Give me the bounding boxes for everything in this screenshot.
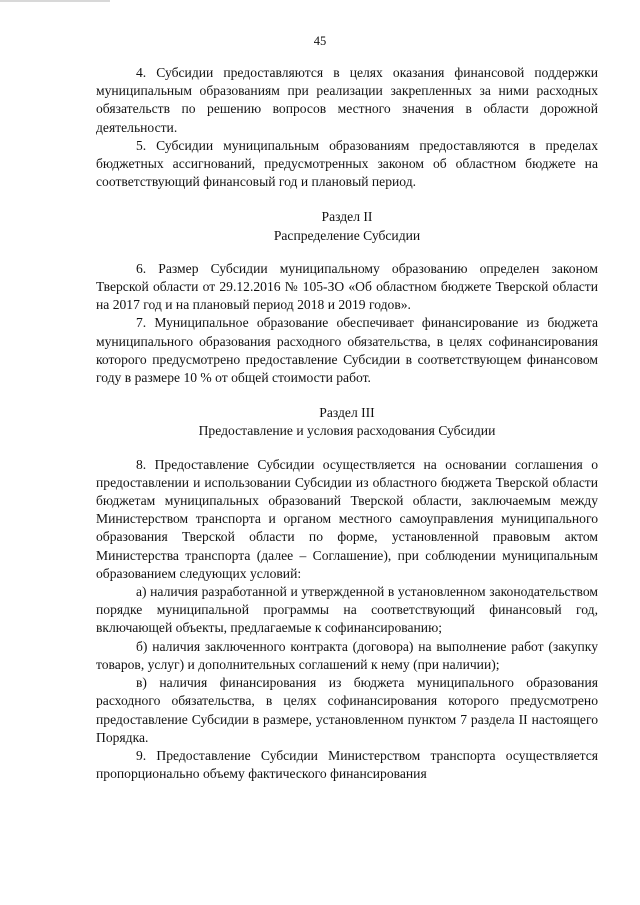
document-body: [96, 64, 598, 783]
paragraph-8: 8. Предоставление Субсидии осуществляется на основании соглашения о предоставлении и использовании Субсидии из областного бюджета Тверской области бюджетам муниципальных образований Тверской области, заключаемым между Министерством транспорта и органом местного самоуправления муниципального образования Тверской области по форме, установленной правовым актом Министерства транспорта (далее – Соглашение), при соблюдении муниципальным образованием следующих условий:: [96, 456, 598, 581]
paragraph-7: 7. Муниципальное образование обеспечивает финансирование из бюджета муниципального образования расходного обязательства, в целях софинансирования которого предусмотрено предоставление Субсидии в соответствующем финансовом году в размере 10 % от общей стоимости работ.: [96, 315, 598, 386]
paragraph-6: 6. Размер Субсидии муниципальному образованию определен законом Тверской области от 29.12.2016 № 105-ЗО «Об областном бюджете Тверской области на 2017 год и на плановый период 2018 и 2019 годов».: [96, 260, 598, 313]
section-2-subtitle: Распределение Субсидии: [273, 227, 421, 243]
subitem-a: а) наличия разработанной и утвержденной в установленном законодательством порядке муниципальной программы на соответствующий финансовый год, включающей объекты, предлагаемые к софинансированию;: [96, 584, 598, 636]
section-3-heading: [96, 404, 598, 440]
section-2-title: Раздел II: [321, 209, 373, 225]
paragraph-4: 4. Субсидии предоставляются в целях оказания финансовой поддержки муниципальным образованиям при реализации закрепленных за ними расходных обязательств по решению вопросов местного значения в области дорожной деятельности.: [96, 65, 598, 135]
page-number: 45: [313, 34, 327, 48]
section-2-heading: [96, 208, 598, 244]
scan-edge-line: [0, 0, 110, 2]
paragraph-9: 9. Предоставление Субсидии Министерством транспорта осуществляется пропорционально объему фактического финансирования: [96, 747, 598, 782]
paragraph-5: 5. Субсидии муниципальным образованиям предоставляются в пределах бюджетных ассигнований, предусмотренных законом об областном бюджете на соответствующий финансовый год и плановый период.: [96, 137, 598, 190]
section-3-title: Раздел III: [319, 405, 375, 421]
subitem-b: б) наличия заключенного контракта (договора) на выполнение работ (закупку товаров, услуг) и дополнительных соглашений к нему (при наличии);: [96, 638, 598, 672]
subitem-v: в) наличия финансирования из бюджета муниципального образования расходного обязательства, в целях софинансирования которого предусмотрено предоставление Субсидии в размере, установленном пунктом 7 раздела II настоящего Порядка.: [96, 675, 598, 745]
section-3-subtitle: Предоставление и условия расходования Субсидии: [198, 423, 496, 439]
